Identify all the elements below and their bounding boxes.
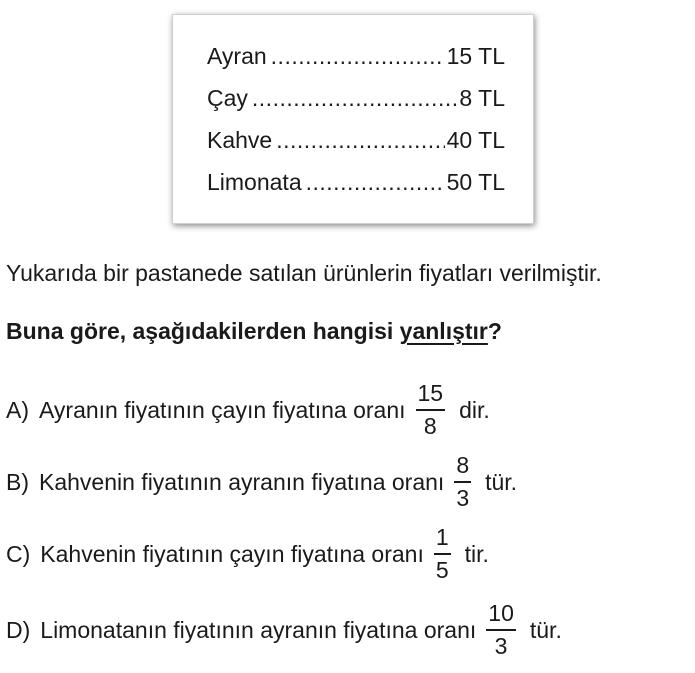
product-price: 8 TL bbox=[459, 85, 505, 111]
question-prefix: Buna göre, aşağıdakilerden hangisi bbox=[6, 318, 400, 344]
denominator: 5 bbox=[435, 557, 449, 583]
option-letter: C) bbox=[6, 540, 31, 567]
question-emphasis: yanlıştır bbox=[399, 318, 488, 344]
numerator: 1 bbox=[434, 525, 451, 555]
denominator: 3 bbox=[494, 633, 508, 659]
denominator: 8 bbox=[423, 413, 437, 439]
price-row-limonata bbox=[207, 169, 505, 199]
option-letter: B) bbox=[6, 468, 29, 495]
numerator: 10 bbox=[486, 601, 516, 631]
option-suffix: dir. bbox=[459, 396, 490, 423]
price-row-ayran bbox=[207, 43, 505, 73]
numerator: 15 bbox=[416, 381, 446, 411]
product-name: Ayran bbox=[207, 43, 267, 69]
option-suffix: tür. bbox=[485, 468, 518, 495]
option-text: Kahvenin fiyatının çayın fiyatına oranı bbox=[40, 540, 424, 567]
option-text: Kahvenin fiyatının ayranın fiyatına oranı bbox=[39, 468, 445, 495]
option-letter: D) bbox=[6, 616, 31, 643]
product-name: Limonata bbox=[207, 169, 302, 195]
intro-text: Yukarıda bir pastanede satılan ürünlerin fiyatları verilmiştir. bbox=[6, 260, 602, 286]
fraction bbox=[416, 381, 446, 440]
question-text bbox=[6, 318, 502, 345]
product-price: 15 TL bbox=[446, 43, 505, 69]
product-price: 40 TL bbox=[446, 127, 505, 153]
option-a[interactable] bbox=[6, 376, 490, 444]
dot-leader bbox=[306, 169, 445, 196]
option-c[interactable] bbox=[6, 520, 489, 588]
product-price: 50 TL bbox=[446, 169, 505, 195]
dot-leader bbox=[271, 43, 445, 70]
option-d[interactable] bbox=[6, 596, 562, 664]
option-suffix: tür. bbox=[529, 616, 562, 643]
price-row-cay bbox=[207, 85, 505, 115]
fraction bbox=[486, 601, 516, 660]
option-letter: A) bbox=[6, 396, 29, 423]
option-text: Limonatanın fiyatının ayranın fiyatına oranı bbox=[40, 616, 477, 643]
numerator: 8 bbox=[454, 453, 471, 483]
dot-leader bbox=[252, 85, 457, 112]
question-suffix: ? bbox=[487, 318, 502, 344]
fraction bbox=[454, 453, 471, 512]
product-name: Kahve bbox=[207, 127, 273, 153]
option-b[interactable] bbox=[6, 448, 517, 516]
product-name: Çay bbox=[207, 85, 248, 111]
fraction bbox=[434, 525, 451, 584]
option-suffix: tir. bbox=[464, 540, 489, 567]
price-list-box bbox=[172, 14, 534, 224]
price-row-kahve bbox=[207, 127, 505, 157]
denominator: 3 bbox=[456, 485, 470, 511]
dot-leader bbox=[276, 127, 444, 154]
option-text: Ayranın fiyatının çayın fiyatına oranı bbox=[39, 396, 406, 423]
